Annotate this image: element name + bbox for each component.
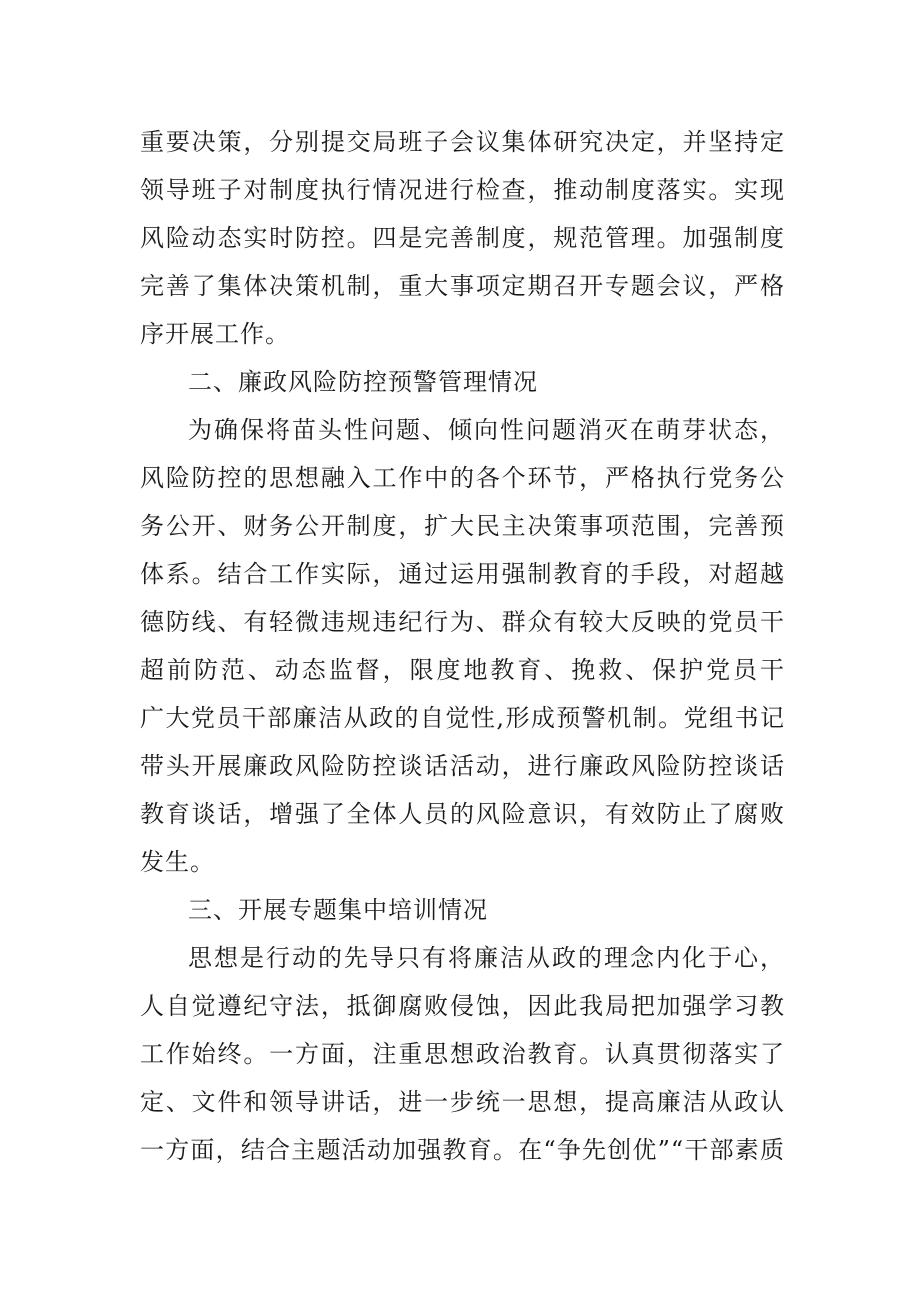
section-heading-3: 三、开展专题集中培训情况 (188, 896, 488, 924)
paragraph-1 (140, 118, 785, 358)
text-line: 教育谈话，增强了全体人员的风险意识，有效防止了腐败 (140, 800, 785, 828)
text-line: 德防线、有轻微违规违纪行为、群众有较大反映的党员干 (140, 608, 785, 636)
text-line: 带头开展廉政风险防控谈话活动，进行廉政风险防控谈话 (140, 752, 785, 780)
section-heading-2: 二、廉政风险防控预警管理情况 (188, 368, 538, 396)
text-line: 广大党员干部廉洁从政的自觉性,形成预警机制。党组书记 (140, 704, 785, 732)
text-line: 思想是行动的先导只有将廉洁从政的理念内化于心， (188, 944, 785, 972)
text-line: 序开展工作。 (140, 320, 290, 348)
text-line: 领导班子对制度执行情况进行检查，推动制度落实。实现 (140, 176, 785, 204)
text-line: 风险防控的思想融入工作中的各个环节，严格执行党务公 (140, 464, 785, 492)
text-line: 定、文件和领导讲话，进一步统一思想，提高廉洁从政认 (140, 1088, 785, 1116)
text-line: 体系。结合工作实际，通过运用强制教育的手段，对超越 (140, 560, 785, 588)
text-line: 为确保将苗头性问题、倾向性问题消灭在萌芽状态， (188, 416, 785, 444)
text-line: 一方面，结合主题活动加强教育。在“争先创优”“干部素质 (140, 1136, 785, 1164)
text-line: 发生。 (140, 848, 215, 876)
paragraph-2 (140, 406, 785, 886)
text-line: 重要决策，分别提交局班子会议集体研究决定，并坚持定 (140, 128, 785, 156)
paragraph-3 (140, 934, 785, 1174)
document-page (140, 118, 785, 1174)
text-line: 风险动态实时防控。四是完善制度，规范管理。加强制度 (140, 224, 785, 252)
text-line: 人自觉遵纪守法，抵御腐败侵蚀，因此我局把加强学习教 (140, 992, 785, 1020)
text-line: 超前防范、动态监督，限度地教育、挽救、保护党员干 (140, 656, 785, 684)
text-line: 完善了集体决策机制，重大事项定期召开专题会议，严格 (140, 272, 785, 300)
text-line: 工作始终。一方面，注重思想政治教育。认真贯彻落实了 (140, 1040, 785, 1068)
text-line: 务公开、财务公开制度，扩大民主决策事项范围，完善预 (140, 512, 785, 540)
